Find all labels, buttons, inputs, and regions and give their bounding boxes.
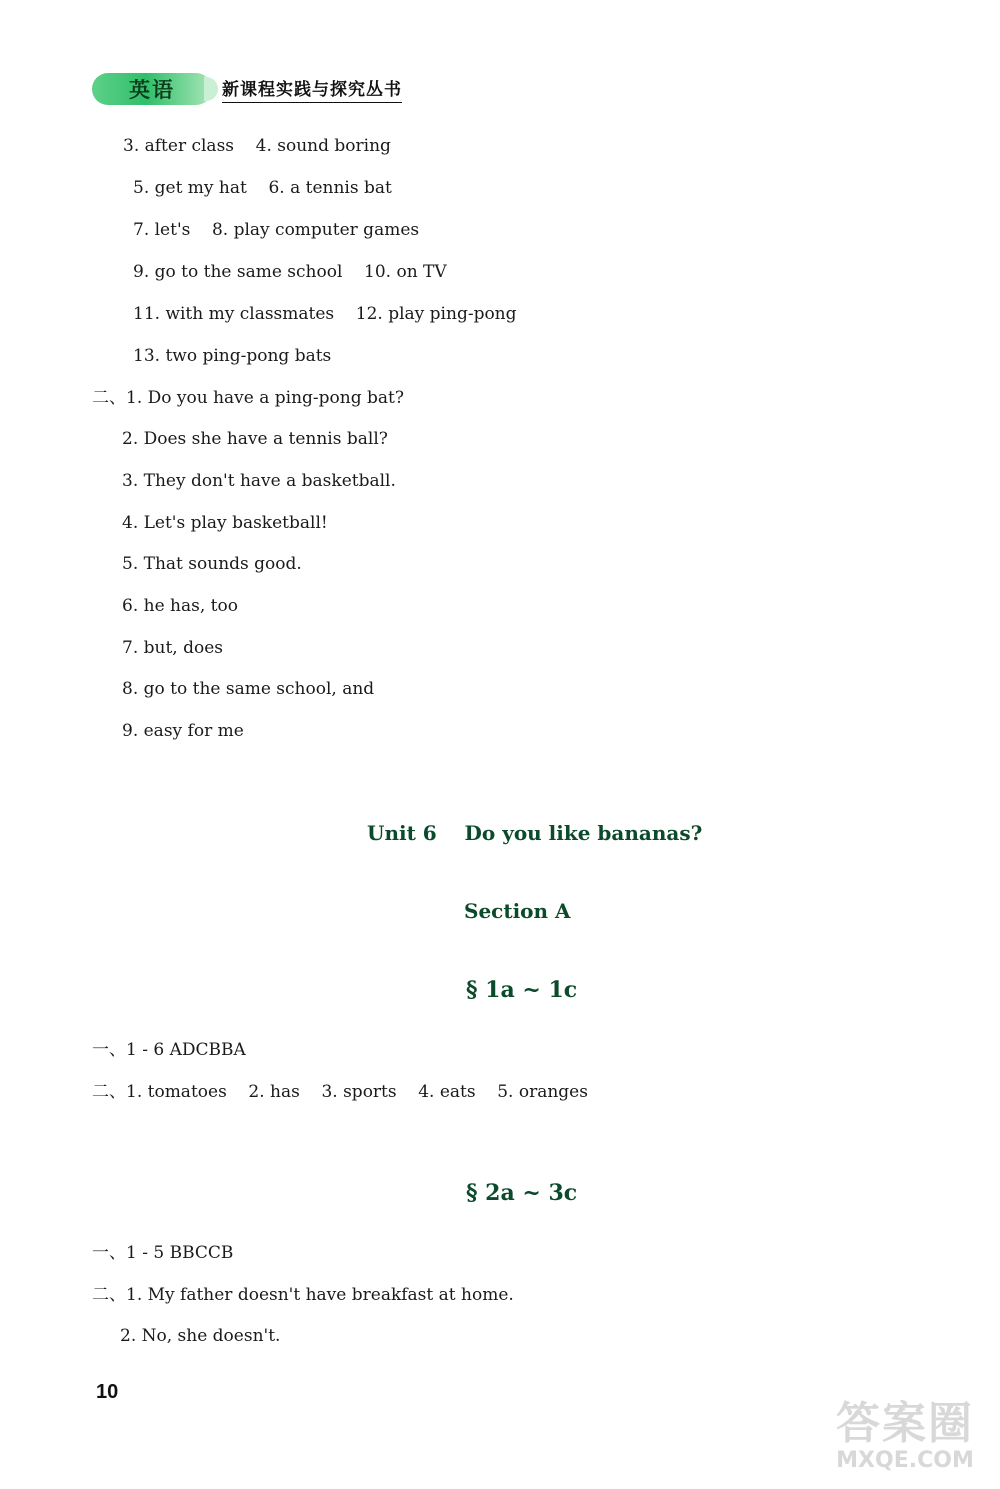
subsection-title: § 2a ~ 3c [466,1180,578,1206]
page-number: 10 [96,1381,119,1403]
answer-line: 一、1 - 5 BBCCB [92,1243,234,1263]
answer-line: 7. let's 8. play computer games [133,220,420,240]
subsection-title: § 1a ~ 1c [466,977,578,1003]
watermark-logo [820,1400,990,1480]
series-title: 新课程实践与探究丛书 [222,75,402,103]
answer-line: 一、1 - 6 ADCBBA [92,1040,246,1060]
answer-line: 2. Does she have a tennis ball? [122,429,388,449]
answer-line: 二、1. Do you have a ping-pong bat? [92,388,404,408]
answer-line: 2. No, she doesn't. [120,1326,281,1346]
answer-line: 9. easy for me [122,721,244,741]
watermark-text: 答案圈 [836,1398,974,1449]
answer-line: 13. two ping-pong bats [133,346,332,366]
subject-badge: 英语 [92,73,212,105]
section-title: Section A [464,899,571,923]
answer-line: 6. he has, too [122,596,238,616]
page-header [92,72,402,106]
answer-line: 二、1. tomatoes 2. has 3. sports 4. eats 5. oranges [92,1082,588,1102]
answer-line: 5. That sounds good. [122,554,302,574]
answer-line: 9. go to the same school 10. on TV [133,262,447,282]
watermark-site: MXQE.COM [836,1448,974,1473]
answer-line: 3. They don't have a basketball. [122,471,396,491]
answer-line: 5. get my hat 6. a tennis bat [133,178,392,198]
answer-line: 11. with my classmates 12. play ping-pong [133,304,517,324]
answer-line: 3. after class 4. sound boring [123,136,391,156]
answer-line: 8. go to the same school, and [122,679,375,699]
answer-line: 7. but, does [122,638,223,658]
unit-title: Unit 6 Do you like bananas? [367,821,703,845]
answer-line: 4. Let's play basketball! [122,513,328,533]
answer-line: 二、1. My father doesn't have breakfast at home. [92,1285,514,1305]
